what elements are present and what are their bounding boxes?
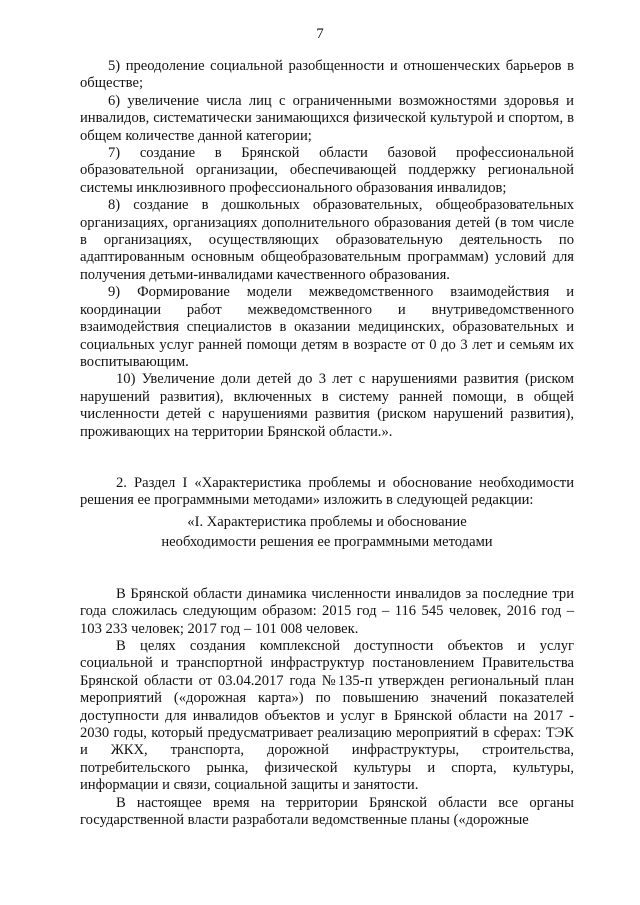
paragraph-item-7: 7) создание в Брянской области базовой профессиональной образовательной организации, обеспечивающей поддержку региональной системы инклюзивного профессионального образования инвалидов; (80, 145, 574, 196)
paragraph-item-5: 5) преодоление социальной разобщенности и отношенческих барьеров в обществе; (80, 58, 574, 92)
document-body (80, 58, 574, 829)
section-heading-line-2: необходимости решения ее программными методами (161, 533, 493, 550)
paragraph-government-plans: В настоящее время на территории Брянской области все органы государственной власти разработали ведомственные планы («дорожные (80, 794, 574, 829)
paragraph-item-10: 10) Увеличение доли детей до 3 лет с нарушениями развития (риском нарушений развития), включенных в систему ранней помощи, в общей численности детей с нарушениями развития (риском нарушений развития), проживающих на территории Брянской области.». (80, 371, 574, 440)
paragraph-item-8: 8) создание в дошкольных образовательных, общеобразовательных организациях, организациях дополнительного образования детей (в том числе в организациях, осуществляющих образовательную деятельность по адаптированным основным общеобразовательным программам) условий для получения детьми-инвалидами качественного образования. (80, 197, 574, 283)
paragraph-item-6: 6) увеличение числа лиц с ограниченными возможностями здоровья и инвалидов, систематически занимающихся физической культурой и спортом, в общем количестве данной категории; (80, 92, 574, 144)
page-number: 7 (316, 26, 324, 42)
paragraph-accessibility-plan: В целях создания комплексной доступности объектов и услуг социальной и транспортной инфраструктур постановлением Правительства Брянской области от 03.04.2017 года №135-п утвержден региональный план мероприятий («дорожная карта») по повышению значений показателей доступности для инвалидов объектов и услуг в Брянской области на 2017 - 2030 годы, который предусматривает реализацию мероприятий в сферах: ТЭК и ЖКХ, транспорта, дорожной инфраструктуры, строительства, потребительского рынка, физической культуры и спорта, культуры, информации и связи, социальной защиты и занятости. (80, 637, 574, 794)
section-intro-paragraph: 2. Раздел I «Характеристика проблемы и обоснование необходимости решения ее программными методами» изложить в следующей редакции: (80, 474, 574, 509)
section-heading (80, 512, 574, 552)
section-heading-line-1: «I. Характеристика проблемы и обоснование (187, 513, 467, 530)
paragraph-disability-dynamics: В Брянской области динамика численности инвалидов за последние три года сложилась следующим образом: 2015 год – 116 545 человек, 2016 год – 103 233 человек; 2017 год – 101 008 человек. (80, 585, 574, 637)
paragraph-item-9: 9) Формирование модели межведомственного взаимодействия и координации работ межведомственного и внутриведомственного взаимодействия специалистов в оказании медицинских, образовательных и социальных услуг ранней помощи детям в возрасте от 0 до 3 лет и семьям их воспитывающим. (80, 284, 574, 370)
